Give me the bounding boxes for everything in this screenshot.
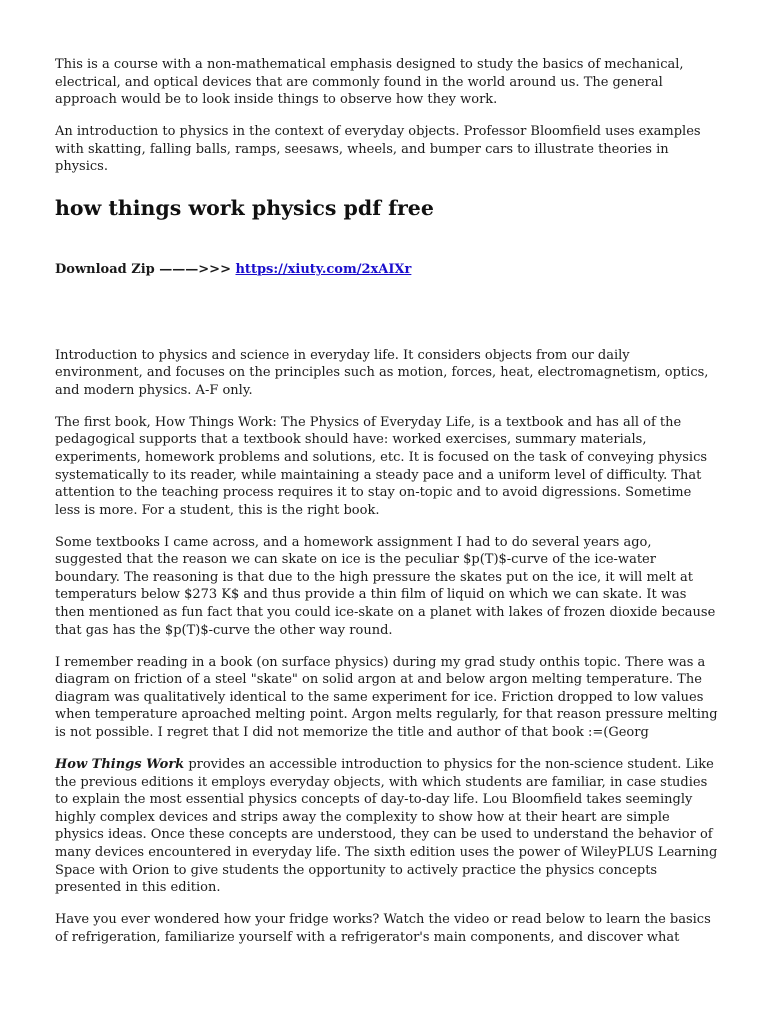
spacer [55, 279, 718, 347]
body-paragraph-3: Some textbooks I came across, and a homework assignment I had to do several years ago, suggested that the reason we can skate on ice is the peculiar $p(T)$-curve of the ice-water boundary. The reasoning is that due to the high pressure the skates put on the ice, it will melt at temperaturs below $273 K$ and thus provide a thin film of liquid on which we can skate. It was then mentioned as fun fact that you could ice-skate on a planet with lakes of frozen dioxide because that gas has the $p(T)$-curve the other way round. [55, 534, 716, 638]
download-label: Download Zip ———>>> [55, 261, 236, 277]
book-title-emphasis: How Things Work [55, 756, 185, 772]
intro-paragraph-2: An introduction to physics in the context of everyday objects. Professor Bloomfield uses examples with skatting, falling balls, ramps, seesaws, wheels, and bumper cars to illustrate theories in physics. [55, 124, 701, 175]
body-paragraph-1: Introduction to physics and science in everyday life. It considers objects from our daily environment, and focuses on the principles such as motion, forces, heat, electromagnetism, optics, and modern physics. A-F only. [55, 347, 709, 398]
intro-paragraph-1: This is a course with a non-mathematical emphasis designed to study the basics of mechanical, electrical, and optical devices that are commonly found in the world around us. The general approach would be to look inside things to observe how they work. [55, 57, 684, 108]
body-paragraph-2: The first book, How Things Work: The Physics of Everyday Life, is a textbook and has all of the pedagogical supports that a textbook should have: worked exercises, summary materials, experiments, homework problems and solutions, etc. It is focused on the task of conveying physics systematically to its reader, while maintaining a steady pace and a uniform level of difficulty. That attention to the teaching process requires it to stay on-topic and to avoid digressions. Sometime less is more. For a student, this is the right book. [55, 414, 708, 518]
body-paragraph-5 [55, 756, 718, 897]
body-paragraph-4: I remember reading in a book (on surface physics) during my grad study onthis topic. There was a diagram on friction of a steel "skate" on solid argon at and below argon melting temperature. The diagram was qualitatively identical to the same experiment for ice. Friction dropped to low values when temperature aproached melting point. Argon melts regularly, for that reason pressure melting is not possible. I regret that I did not memorize the title and author of that book :=(Georg [55, 654, 718, 740]
download-line [55, 261, 718, 279]
body-paragraph-5-text: provides an accessible introduction to physics for the non-science student. Like the previous editions it employs everyday objects, with which students are familiar, in case studies to explain the most essential physics concepts of day-to-day life. Lou Bloomfield takes seemingly highly complex devices and strips away the complexity to show how at their heart are simple physics ideas. Once these concepts are understood, they can be used to understand the behavior of many devices encountered in everyday life. The sixth edition uses the power of WileyPLUS Learning Space with Orion to give students the opportunity to actively practice the physics concepts presented in this edition. [55, 756, 718, 896]
download-link[interactable]: https://xiuty.com/2xAIXr [235, 261, 412, 277]
page-heading: how things work physics pdf free [55, 195, 434, 220]
body-paragraph-6: Have you ever wondered how your fridge works? Watch the video or read below to learn the basics of refrigeration, familiarize yourself with a refrigerator's main components, and discover what [55, 912, 711, 945]
